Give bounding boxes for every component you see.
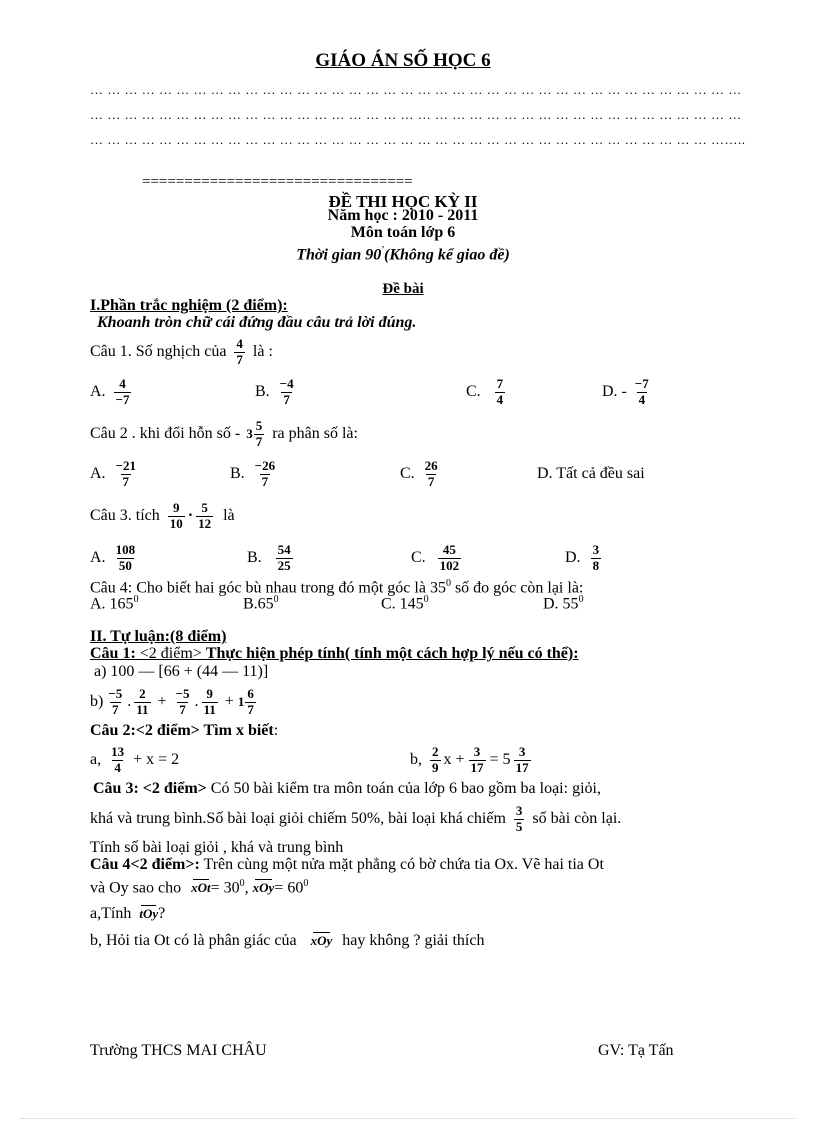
task-2b: b, $\frac{2}{9}$ x + $\frac{3}{17}$ = 5 $\frac{3}{17}$ — [410, 743, 529, 775]
q3-option-a[interactable]: A. $\frac{108}{50}$ — [90, 541, 136, 573]
task-3-line1: Câu 3: <2 điểm> Có 50 bài kiểm tra môn toán của lớp 6 bao gồm ba loại: giỏi, — [93, 780, 601, 797]
q1-text: Câu 1. Số nghịch của — [90, 343, 227, 360]
de-bai-heading: Đề bài — [382, 281, 424, 297]
q1-tail: là : — [252, 343, 273, 360]
angle-tOy: tOy — [139, 906, 159, 921]
task-4-line2: và Oy sao cho $xOt= 30^0$, $xOy= 60^0$ — [90, 878, 309, 897]
exam-subject: Môn toán lớp 6 — [350, 224, 456, 241]
q4-option-c[interactable]: C. $145^0$ — [381, 594, 429, 613]
q2-tail: ra phân số là: — [272, 425, 358, 442]
separator-line: ================================ — [142, 174, 413, 190]
q4-option-a[interactable]: A. $165^0$ — [90, 594, 139, 613]
q1-option-d[interactable]: D. - $\frac{-7}{4}$ — [602, 375, 649, 407]
task-2a: a, $\frac{13}{4}$ + x = 2 — [90, 743, 180, 775]
task-1-title: Câu 1: <2 điểm> Thực hiện phép tính( tính một cách hợp lý nếu có thể): — [90, 645, 579, 662]
question-2 — [90, 415, 358, 453]
q3-fraction-2: $\frac{5}{12}$ — [198, 499, 212, 531]
q2-mixed-number: 3 $\frac{5}{7}$ — [246, 417, 263, 449]
q3-fraction-1: $\frac{9}{10}$ — [169, 499, 183, 531]
q3-tail: là — [223, 507, 235, 524]
task-4b: b, Hỏi tia Ot có là phân giác của xOy hay không ? giải thích — [90, 932, 485, 949]
q1-fraction: $\frac{4}{7}$ — [236, 335, 243, 367]
q2-option-c[interactable]: C. $\frac{26}{7}$ — [400, 457, 438, 489]
angle-xOy: xOy — [252, 880, 275, 896]
task-3-line2: khá và trung bình.Số bài loại giỏi chiếm 50%, bài loại khá chiếm $\frac{3}{5}$ số bài còn lại. — [90, 802, 622, 834]
question-3 — [90, 497, 235, 535]
dotted-line-1: … … … … … … … … … … … … … … … … … … … … … … … … … … … … … … … … … … … … … … — [90, 82, 742, 97]
task-1a: a) 100 — [66 + (44 — 11)] — [94, 663, 269, 680]
task-2-title: Câu 2:<2 điểm> Tìm x biết: — [90, 722, 279, 739]
task-4-line1: Câu 4<2 điểm>: Trên cùng một nửa mặt phẳng có bờ chứa tia Ox. Vẽ hai tia Ot — [90, 856, 604, 873]
footer-school: Trường THCS MAI CHÂU — [90, 1042, 267, 1059]
exam-time — [0, 245, 806, 264]
q3-dot: · — [187, 507, 194, 524]
q3-text: Câu 3. tích — [90, 507, 160, 524]
q1-option-a[interactable]: A. $\frac{4}{-7}$ — [90, 375, 130, 407]
dotted-line-3: … … … … … … … … … … … … … … … … … … … … … … … … … … … … … … … … … … … … …….. — [90, 132, 746, 147]
exam-time-sup: ' — [381, 245, 385, 256]
task-1b: b) $\frac{-5}{7}$ . $\frac{2}{11}$ + $\frac{-5}{7}$ . $\frac{9}{11}$ + 1 $\frac{6}{7}$ — [90, 685, 254, 717]
part2-heading: II. Tự luận:(8 điểm) — [90, 628, 227, 645]
task-4a: a,Tính tOy? — [90, 905, 166, 922]
task-3-line3: Tính số bài loại giỏi , khá và trung bình — [90, 839, 344, 856]
question-1 — [90, 333, 273, 371]
dotted-line-2: … … … … … … … … … … … … … … … … … … … … … … … … … … … … … … … … … … … … … … — [90, 107, 742, 122]
q2-text: Câu 2 . khi đổi hỗn số - — [90, 425, 241, 442]
q2-option-a[interactable]: A. $\frac{-21}{7}$ — [90, 457, 136, 489]
q3-option-c[interactable]: C. $\frac{45}{102}$ — [411, 541, 460, 573]
exam-heading: ĐỀ THI HỌC KỲ II — [328, 192, 478, 211]
exam-time-note: (Không kể giao đề) — [384, 246, 510, 264]
angle-xOy-2: xOy — [310, 933, 333, 948]
part1-instruction: Khoanh tròn chữ cái đứng đầu câu trả lời đúng. — [97, 314, 417, 331]
question-4: Câu 4: Cho biết hai góc bù nhau trong đó một góc là $35^0$ số đo góc còn lại là: — [90, 578, 584, 597]
q3-option-b[interactable]: B. $\frac{54}{25}$ — [247, 541, 291, 573]
page-title: GIÁO ÁN SỐ HỌC 6 — [315, 50, 491, 71]
exam-time-value: Thời gian 90 — [296, 246, 382, 264]
exam-year: Năm học : 2010 - 2011 — [327, 207, 479, 224]
q3-option-d[interactable]: D. $\frac{3}{8}$ — [565, 541, 600, 573]
q1-option-b[interactable]: B. $\frac{-4}{7}$ — [255, 375, 294, 407]
q2-option-b[interactable]: B. $\frac{-26}{7}$ — [230, 457, 276, 489]
q2-option-d[interactable]: D. Tất cả đều sai — [537, 465, 645, 482]
page-bottom-rule — [20, 1118, 796, 1119]
part1-heading: I.Phần trắc nghiệm (2 điểm): — [90, 297, 288, 314]
footer-teacher: GV: Tạ Tấn — [598, 1042, 674, 1059]
q4-option-b[interactable]: $B.65^0$ — [243, 594, 279, 613]
angle-xOt: xOt — [191, 880, 211, 896]
q4-option-d[interactable]: D. $55^0$ — [543, 594, 584, 613]
q1-option-c[interactable]: C. $\frac{7}{4}$ — [466, 375, 504, 407]
